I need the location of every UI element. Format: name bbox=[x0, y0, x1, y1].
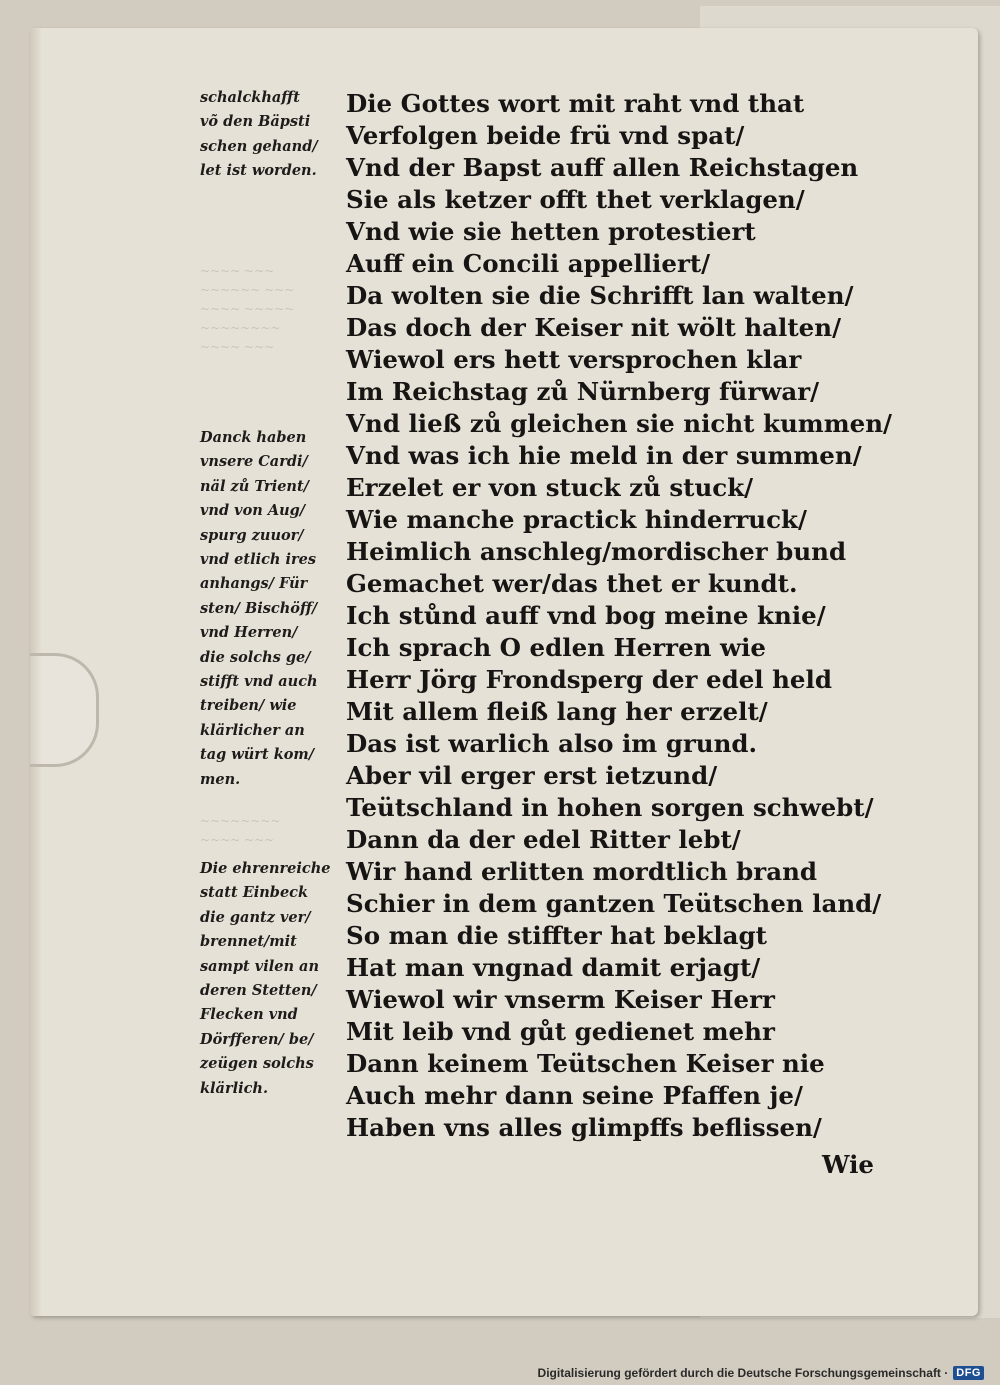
footer bbox=[538, 1363, 984, 1383]
verse-line: Hat man vngnad damit erjagt/ bbox=[346, 953, 761, 982]
margin-note-line: näl zů Trient/ bbox=[200, 477, 309, 495]
footer-credit: Digitalisierung gefördert durch die Deutsche Forschungsgemeinschaft · bbox=[537, 1366, 949, 1380]
margin-note-line: Dörfferen/ be/ bbox=[200, 1030, 314, 1048]
verse-line: Vnd ließ zů gleichen sie nicht kummen/ bbox=[346, 409, 892, 438]
verse-line: Im Reichstag zů Nürnberg fürwar/ bbox=[346, 377, 820, 406]
margin-note-line: brennet/mit bbox=[200, 933, 297, 951]
verse-line: Herr Jörg Frondsperg der edel held bbox=[346, 665, 832, 694]
verse-line: Wiewol ers hett versprochen klar bbox=[346, 345, 802, 374]
margin-note-line: statt Einbeck bbox=[200, 884, 309, 902]
margin-note-line: spurg zuuor/ bbox=[200, 526, 304, 544]
margin-note-line: Die ehrenreiche bbox=[200, 860, 331, 877]
verse-line: Auff ein Concili appelliert/ bbox=[346, 249, 711, 278]
verse-line: Haben vns alles glimpffs beflissen/ bbox=[346, 1113, 822, 1142]
margin-note-line: stifft vnd auch bbox=[200, 673, 318, 691]
verse-line: Vnd was ich hie meld in der summen/ bbox=[346, 441, 862, 470]
verse-line: Wiewol wir vnserm Keiser Herr bbox=[346, 985, 775, 1014]
verse-line: Mit allem fleiß lang her erzelt/ bbox=[346, 697, 768, 726]
verse-line: Vnd der Bapst auff allen Reichstagen bbox=[346, 153, 859, 182]
verse-line: Da wolten sie die Schrifft lan walten/ bbox=[346, 281, 854, 310]
verse-line: Ich stůnd auff vnd bog meine knie/ bbox=[346, 601, 826, 630]
margin-note-line: men. bbox=[200, 770, 241, 788]
margin-note-line: vnd von Aug/ bbox=[200, 502, 306, 520]
verse-line: Mit leib vnd gůt gedienet mehr bbox=[346, 1017, 775, 1046]
margin-note-line: sampt vilen an bbox=[200, 957, 319, 975]
catchword: Wie bbox=[822, 1150, 874, 1179]
margin-note-line: schen gehand/ bbox=[200, 137, 318, 155]
margin-note-line: deren Stetten/ bbox=[200, 982, 317, 1000]
verse-line: Heimlich anschleg/mordischer bund bbox=[346, 537, 847, 566]
margin-note-line: zeügen solchs bbox=[200, 1055, 314, 1073]
verse-line: Dann da der edel Ritter lebt/ bbox=[346, 825, 741, 854]
margin-note-line: vnd etlich ires bbox=[200, 551, 317, 569]
margin-note bbox=[200, 86, 348, 184]
margin-note bbox=[200, 857, 348, 1101]
verse-line: Gemachet wer/das thet er kundt. bbox=[346, 569, 798, 598]
verse-line: Teütschland in hohen sorgen schwebt/ bbox=[346, 793, 874, 822]
dfg-logo-icon: DFG bbox=[953, 1366, 984, 1380]
margin-note bbox=[200, 426, 348, 792]
margin-note-line: Danck haben bbox=[200, 429, 307, 446]
margin-note-line: treiben/ wie bbox=[200, 697, 297, 715]
margin-note-line: võ den Bäpsti bbox=[200, 113, 311, 131]
verse-line: So man die stiffter hat beklagt bbox=[346, 921, 767, 950]
margin-note-line: sten/ Bischöff/ bbox=[200, 599, 318, 617]
verse-line: Ich sprach O edlen Herren wie bbox=[346, 633, 766, 662]
margin-note-line: die gantz ver/ bbox=[200, 908, 311, 926]
verse-line: Auch mehr dann seine Pfaffen je/ bbox=[346, 1081, 803, 1110]
verse-line: Aber vil erger erst ietzund/ bbox=[346, 761, 718, 790]
show-through-text: ~~~~ ~~~ ~~~~~~ ~~~ ~~~~ ~~~~~ ~~~~~~~~ ~~~~ ~~~ bbox=[200, 264, 295, 354]
verse-line: Dann keinem Teütschen Keiser nie bbox=[346, 1049, 825, 1078]
verse-line: Vnd wie sie hetten protestiert bbox=[346, 217, 756, 246]
margin-note-line: die solchs ge/ bbox=[200, 648, 311, 666]
verse-line: Sie als ketzer offt thet verklagen/ bbox=[346, 185, 805, 214]
show-through-text: ~~~~~~~~ ~~~~ ~~~ bbox=[200, 814, 281, 847]
margin-note-line: vnsere Cardi/ bbox=[200, 453, 308, 471]
margin-note-line: klärlicher an bbox=[200, 721, 305, 739]
verse-line: Verfolgen beide frü vnd spat/ bbox=[346, 121, 745, 150]
margin-note-line: vnd Herren/ bbox=[200, 624, 298, 642]
verse-line: Die Gottes wort mit raht vnd that bbox=[346, 89, 805, 118]
margin-note-line: Flecken vnd bbox=[200, 1006, 298, 1024]
verse-line: Erzelet er von stuck zů stuck/ bbox=[346, 473, 754, 502]
margin-note-line: schalckhafft bbox=[200, 89, 300, 106]
page-clip bbox=[30, 653, 99, 767]
verse-line: Das ist warlich also im grund. bbox=[346, 729, 758, 758]
verse-line: Das doch der Keiser nit wölt halten/ bbox=[346, 313, 842, 342]
margin-note-line: tag würt kom/ bbox=[200, 746, 315, 764]
verse-text bbox=[346, 88, 892, 1144]
margin-note-line: anhangs/ Für bbox=[200, 575, 308, 593]
margin-note-line: klärlich. bbox=[200, 1079, 269, 1097]
verse-line: Schier in dem gantzen Teütschen land/ bbox=[346, 889, 882, 918]
margin-note-line: let ist worden. bbox=[200, 162, 317, 180]
verse-line: Wir hand erlitten mordtlich brand bbox=[346, 857, 818, 886]
verse-line: Wie manche practick hinderruck/ bbox=[346, 505, 807, 534]
